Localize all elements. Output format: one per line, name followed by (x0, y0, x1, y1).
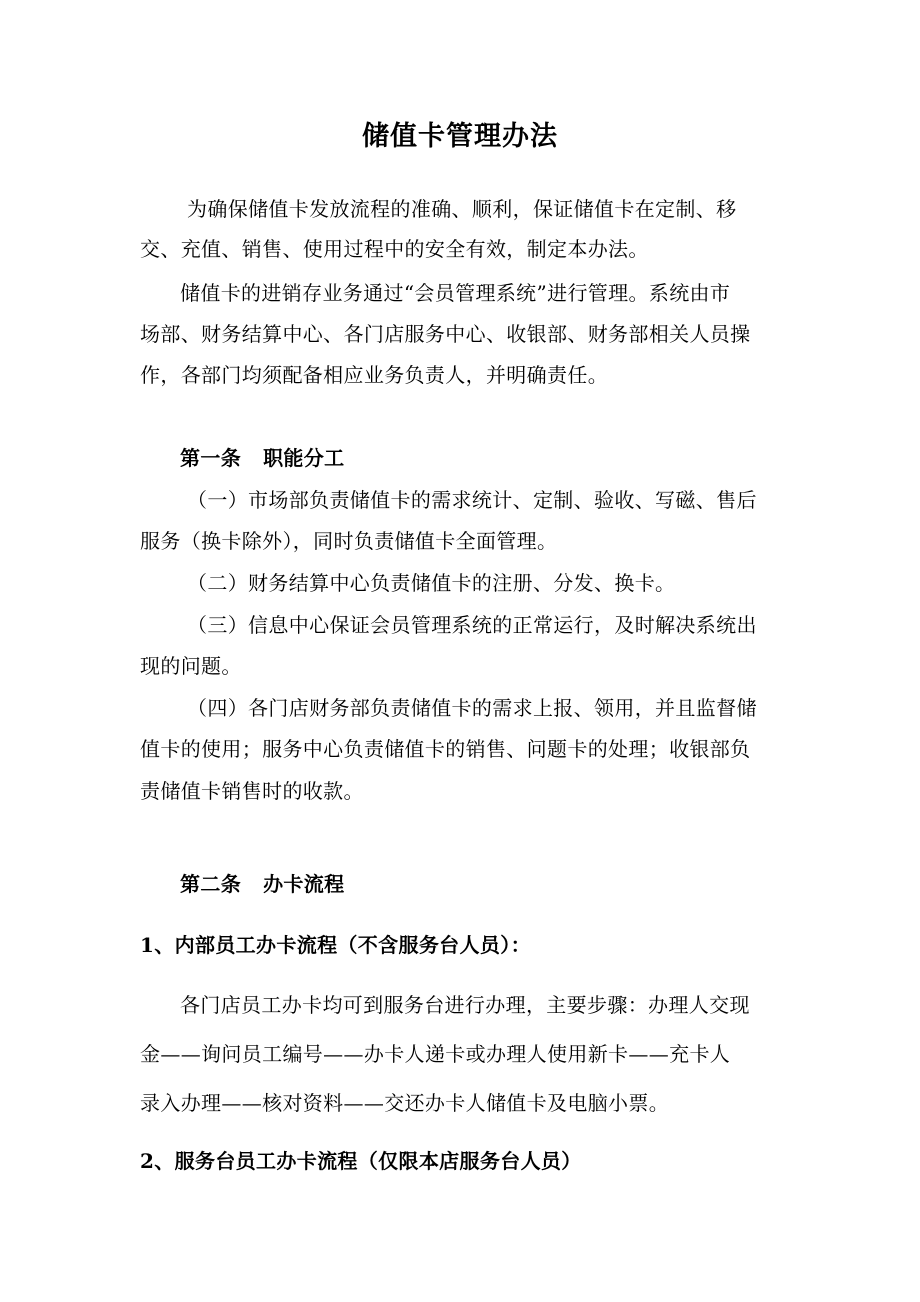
article1-title: 职能分工 (263, 446, 345, 470)
article1-item3-line-1: （三）信息中心保证会员管理系统的正常运行，及时解决系统出 (187, 613, 757, 637)
article2-title: 办卡流程 (263, 872, 345, 896)
system-para-line-2: 场部、财务结算中心、各门店服务中心、收银部、财务部相关人员操 (140, 322, 751, 346)
document-title: 储值卡管理办法 (362, 121, 558, 152)
system-para-line-3: 作，各部门均须配备相应业务负责人，并明确责任。 (140, 363, 609, 387)
article2-sub1-line-3: 录入办理——核对资料——交还办卡人储值卡及电脑小票。 (140, 1091, 670, 1115)
system-para-line-1: 储值卡的进销存业务通过“会员管理系统”进行管理。系统由市 (180, 281, 731, 305)
article2-sub1-line-1: 各门店员工办卡均可到服务台进行办理，主要步骤：办理人交现 (180, 993, 750, 1017)
article1-item3-line-2: 现的问题。 (140, 654, 242, 678)
article1-number: 第一条 (180, 446, 242, 470)
article1-item4-line-1: （四）各门店财务部负责储值卡的需求上报、领用，并且监督储 (187, 696, 757, 720)
article2-sub2-heading: 2、服务台员工办卡流程（仅限本店服务台人员） (140, 1149, 582, 1173)
article2-number: 第二条 (180, 872, 242, 896)
article1-item4-line-3: 责储值卡销售时的收款。 (140, 779, 364, 803)
article1-item1-line-2: 服务（换卡除外），同时负责储值卡全面管理。 (140, 529, 558, 553)
intro-line-1: 为确保储值卡发放流程的准确、顺利，保证储值卡在定制、移 (187, 197, 737, 221)
article2-sub1-line-2: 金——询问员工编号——办卡人递卡或办理人使用新卡——充卡人 (140, 1042, 731, 1066)
article2-sub1-heading: 1、内部员工办卡流程（不含服务台人员）： (140, 933, 531, 957)
intro-line-2: 交、充值、销售、使用过程中的安全有效，制定本办法。 (140, 237, 649, 261)
article1-item1-line-1: （一）市场部负责储值卡的需求统计、定制、验收、写磁、售后 (187, 488, 757, 512)
article1-heading (180, 445, 344, 471)
article1-item4-line-2: 值卡的使用；服务中心负责储值卡的销售、问题卡的处理；收银部负 (140, 737, 751, 761)
article1-item2-line-1: （二）财务结算中心负责储值卡的注册、分发、换卡。 (187, 571, 676, 595)
article2-heading (180, 871, 344, 897)
